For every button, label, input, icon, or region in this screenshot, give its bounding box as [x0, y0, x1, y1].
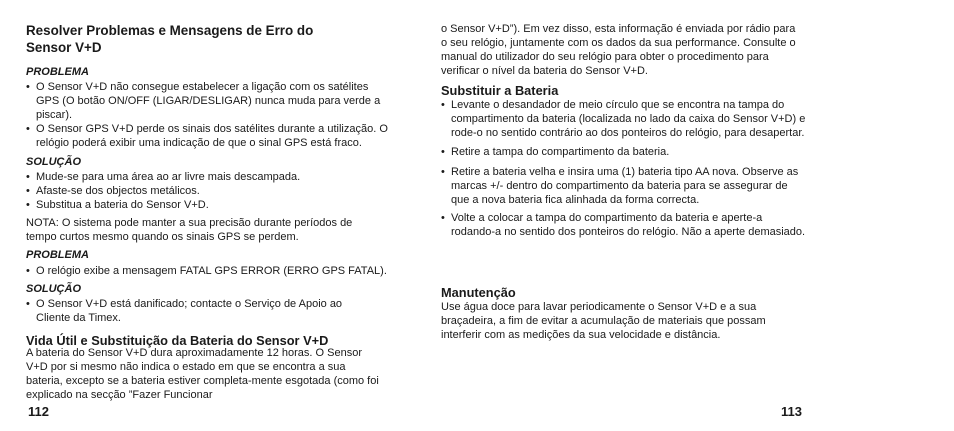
solution-list [26, 170, 391, 212]
list-item: • Substitua a bateria do Sensor V+D. [26, 198, 391, 212]
continuation-paragraph: o Sensor V+D”). Em vez disso, esta informação é enviada por rádio para o seu relógio, juntamente com os dados da sua performance. Consulte o manual do utilizador do seu relógio para obter o procedimento para verificar o nível da bateria do Sensor V+D. [441, 23, 796, 77]
solution-label: SOLUÇÃO [26, 156, 81, 168]
solution-list-2 [26, 297, 371, 325]
list-item: • O Sensor V+D está danificado; contacte o Serviço de Apoio ao Cliente da Timex. [26, 297, 371, 325]
page-number-left: 112 [28, 404, 49, 419]
problem-label: PROBLEMA [26, 66, 89, 78]
list-item: • Mude-se para uma área ao ar livre mais descampada. [26, 170, 391, 184]
problem-label-2: PROBLEMA [26, 249, 89, 261]
section-heading-replace-battery: Substituir a Bateria [441, 83, 559, 98]
list-item: • O Sensor GPS V+D perde os sinais dos satélites durante a utilização. O relógio poderá exibir uma indicação de que o sinal GPS está fraco. [26, 122, 391, 150]
list-item: • O Sensor V+D não consegue estabelecer a ligação com os satélites GPS (O botão ON/OFF (LIGAR/DESLIGAR) nunca muda para verde a piscar). [26, 80, 391, 122]
list-item: • Volte a colocar a tampa do compartimento da bateria e aperte-a rodando-a no sentido dos ponteiros do relógio. Não a aperte demasiado. [441, 211, 806, 239]
list-item: • Retire a bateria velha e insira uma (1) bateria tipo AA nova. Observe as marcas +/- dentro do compartimento da bateria para se assegurar de que a nova bateria fica alinhada da forma correcta. [441, 165, 806, 207]
page-heading-troubleshooting: Resolver Problemas e Mensagens de Erro do Sensor V+D [26, 23, 314, 55]
solution-label-2: SOLUÇÃO [26, 283, 81, 295]
problem-list [26, 80, 391, 150]
list-item: • Retire a tampa do compartimento da bateria. [441, 145, 806, 159]
list-item: • Levante o desandador de meio círculo que se encontra na tampa do compartimento da bateria (localizada no lado da caixa do Sensor V+D) e rode-o no sentido contrário ao dos ponteiros do relógio, para desapertar. [441, 98, 806, 140]
section-heading-battery-life: Vida Útil e Substituição da Bateria do Sensor V+D [26, 333, 329, 348]
battery-paragraph: A bateria do Sensor V+D dura aproximadamente 12 horas. O Sensor V+D por si mesmo não indica o estado em que se encontra a sua bateria, excepto se a bateria estiver completa-mente esgotada (como foi explicado na secção ”Fazer Funcionar [26, 347, 379, 401]
problem-list-2 [26, 264, 396, 278]
replace-steps-list [441, 98, 806, 239]
list-item: • Afaste-se dos objectos metálicos. [26, 184, 391, 198]
section-heading-maintenance: Manutenção [441, 285, 516, 300]
list-item: • O relógio exibe a mensagem FATAL GPS ERROR (ERRO GPS FATAL). [26, 264, 396, 278]
note-text: NOTA: O sistema pode manter a sua precisão durante períodos de tempo curtos mesmo quando os sinais GPS se perdem. [26, 217, 353, 243]
maintenance-paragraph: Use água doce para lavar periodicamente o Sensor V+D e a sua braçadeira, a fim de evitar a acumulação de materiais que possam interferir com as medições da sua velocidade e distância. [441, 301, 766, 341]
page-number-right: 113 [781, 404, 802, 419]
